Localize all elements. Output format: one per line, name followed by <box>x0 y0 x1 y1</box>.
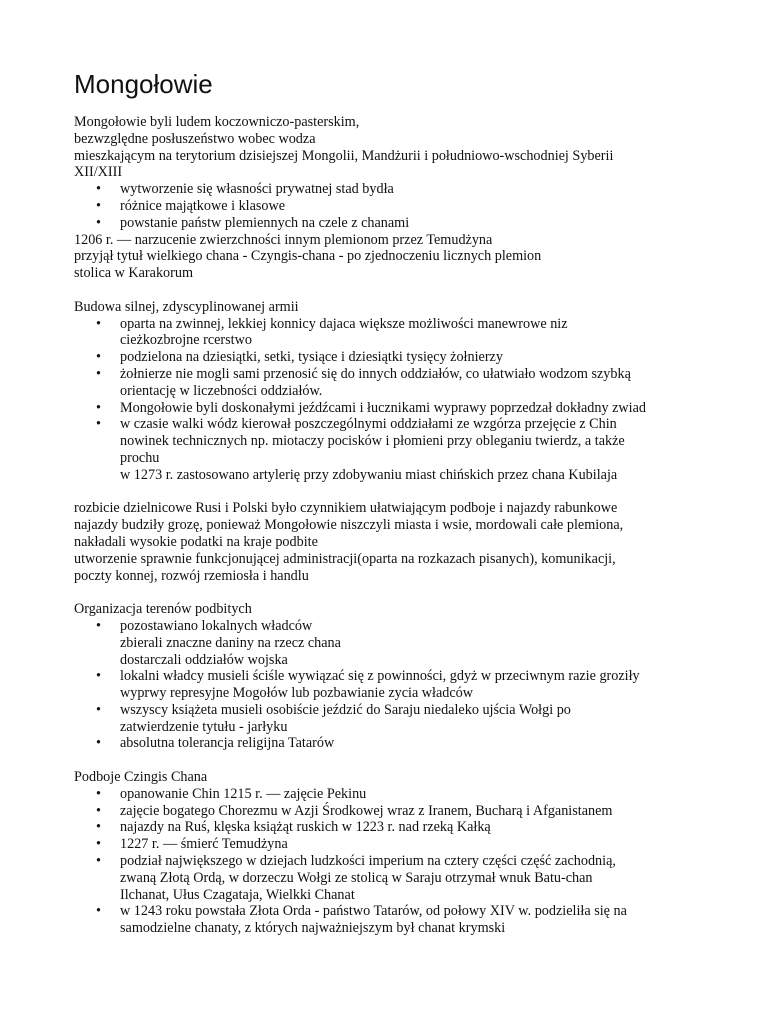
list-item <box>74 366 714 400</box>
list-item <box>74 416 714 483</box>
list-item-text: wytworzenie się własności prywatnej stad bydła <box>120 181 394 198</box>
list-item-text: cieżkozbrojne rcerstwo <box>120 332 252 349</box>
bullet-icon: • <box>96 349 101 366</box>
list-item-text: lokalni władcy musieli ściśle wywiązać się z powinności, gdyż w przeciwnym razie groziły <box>120 668 640 685</box>
text-line: Mongołowie byli ludem koczowniczo-pasterskim, <box>74 114 360 130</box>
list-item <box>74 198 714 215</box>
bullet-icon: • <box>96 785 101 802</box>
list-item-text: dostarczali oddziałów wojska <box>120 651 288 668</box>
text-line: rozbicie dzielnicowe Rusi i Polski było czynnikiem ułatwiającym podboje i najazdy rabunkowe <box>74 500 618 517</box>
organization-section <box>74 601 714 752</box>
intro-bullet-list <box>74 181 714 231</box>
text-line: stolica w Karakorum <box>74 265 193 282</box>
list-item-text: samodzielne chanaty, z których najważniejszym był chanat krymski <box>120 920 506 937</box>
text-line: mieszkającym na terytorium dzisiejszej Mongolii, Mandżurii i południowo-wschodniej Syberii <box>74 147 614 164</box>
conquests-section <box>74 769 714 937</box>
list-item-text: podział największego w dziejach ludzkości imperium na cztery części część zachodnią, <box>120 853 616 870</box>
text-line: najazdy budziły grozę, ponieważ Mongołowie niszczyli miasta i wsie, mordowali całe plemiona, <box>74 517 624 534</box>
bullet-icon: • <box>96 315 101 332</box>
effects-section <box>74 500 714 584</box>
list-item-text: w 1273 r. zastosowano artylerię przy zdobywaniu miast chińskich przez chana Kubilaja <box>120 466 618 483</box>
bullet-icon: • <box>96 802 101 819</box>
list-item <box>74 618 714 668</box>
list-item-text: zbierali znaczne daniny na rzecz chana <box>120 634 341 651</box>
list-item <box>74 853 714 903</box>
paragraph-gap <box>74 484 714 501</box>
list-item-text: wyprwy represyjne Mogołów lub pozbawianie zycia władców <box>120 685 474 702</box>
list-item <box>74 836 714 853</box>
list-item-text: prochu <box>120 449 160 466</box>
paragraph-gap <box>74 282 714 299</box>
text-line: poczty konnej, rozwój rzemiosła i handlu <box>74 567 309 584</box>
list-item-text: orientację w liczebności oddziałów. <box>120 382 323 399</box>
list-item <box>74 181 714 198</box>
list-item-text: różnice majątkowe i klasowe <box>120 197 286 214</box>
intro-section <box>74 114 714 282</box>
bullet-icon: • <box>96 668 101 685</box>
list-item-text: w 1243 roku powstała Złota Orda - państwo Tatarów, od połowy XIV w. podzieliła się na <box>120 903 627 920</box>
list-item <box>74 786 714 803</box>
list-item-text: opanowanie Chin 1215 r. — zajęcie Pekinu <box>120 785 367 802</box>
bullet-icon: • <box>96 701 101 718</box>
bullet-icon: • <box>96 365 101 382</box>
organization-bullet-list <box>74 618 714 752</box>
list-item-text: powstanie państw plemiennych na czele z chanami <box>120 214 410 231</box>
list-item <box>74 903 714 937</box>
section-heading: Budowa silnej, zdyscyplinowanej armii <box>74 298 299 315</box>
bullet-icon: • <box>96 214 101 231</box>
list-item-text: absolutna tolerancja religijna Tatarów <box>120 735 335 752</box>
list-item <box>74 735 714 752</box>
list-item <box>74 215 714 232</box>
list-item-text: w czasie walki wódz kierował poszczególnymi oddziałami ze wzgórza przejęcie z Chin <box>120 416 617 433</box>
text-line: utworzenie sprawnie funkcjonującej administracji(oparta na rozkazach pisanych), komunikacji, <box>74 550 616 567</box>
document-page <box>74 66 714 937</box>
conquests-bullet-list <box>74 786 714 937</box>
list-item-text: zwaną Złotą Ordą, w dorzeczu Wołgi ze stolicą w Saraju otrzymał wnuk Batu-chan <box>120 869 593 886</box>
list-item-text: 1227 r. — śmierć Temudżyna <box>120 836 288 853</box>
list-item <box>74 702 714 736</box>
bullet-icon: • <box>96 416 101 433</box>
bullet-icon: • <box>96 853 101 870</box>
section-heading: Organizacja terenów podbitych <box>74 601 252 618</box>
list-item-text: Ilchanat, Ułus Czagataja, Wielkki Chanat <box>120 886 355 903</box>
section-heading: Podboje Czingis Chana <box>74 769 208 786</box>
army-bullet-list <box>74 316 714 484</box>
list-item-text: zajęcie bogatego Chorezmu w Azji Środkowej wraz z Iranem, Bucharą i Afganistanem <box>120 802 613 819</box>
list-item-text: podzielona na dziesiątki, setki, tysiące i dziesiątki tysięcy żołnierzy <box>120 349 503 366</box>
text-line: bezwzględne posłuszeństwo wobec wodza <box>74 130 316 147</box>
paragraph-gap <box>74 584 714 601</box>
paragraph-gap <box>74 752 714 769</box>
bullet-icon: • <box>96 617 101 634</box>
text-line: przyjął tytuł wielkiego chana - Czyngis-chana - po zjednoczeniu licznych plemion <box>74 248 542 265</box>
list-item-text: wszyscy książeta musieli osobiście jeździć do Saraju niedaleko ujścia Wołgi po <box>120 701 571 718</box>
list-item <box>74 668 714 702</box>
bullet-icon: • <box>96 197 101 214</box>
text-line: nakładali wysokie podatki na kraje podbite <box>74 533 318 550</box>
list-item <box>74 316 714 350</box>
list-item-text: nowinek technicznych np. miotaczy pocisków i płomieni przy obleganiu twierdz, a także <box>120 433 625 450</box>
list-item-text: Mongołowie byli doskonałymi jeźdźcami i łucznikami wyprawy poprzedzał dokładny zwiad <box>120 399 646 416</box>
list-item-text: pozostawiano lokalnych władców <box>120 617 313 634</box>
bullet-icon: • <box>96 903 101 920</box>
page-title: Mongołowie <box>74 69 213 99</box>
list-item-text: żołnierze nie mogli sami przenosić się do innych oddziałów, co ułatwiało wodzom szybką <box>120 365 631 382</box>
list-item <box>74 803 714 820</box>
bullet-icon: • <box>96 836 101 853</box>
bullet-icon: • <box>96 399 101 416</box>
list-item-text: oparta na zwinnej, lekkiej konnicy dajaca większe możliwości manewrowe niz <box>120 315 568 332</box>
bullet-icon: • <box>96 181 101 198</box>
list-item <box>74 349 714 366</box>
text-line: 1206 r. — narzucenie zwierzchności innym plemionom przez Temudżyna <box>74 231 493 248</box>
list-item-text: najazdy na Ruś, klęska książąt ruskich w 1223 r. nad rzeką Kałką <box>120 819 491 836</box>
list-item-text: zatwierdzenie tytułu - jarłyku <box>120 718 288 735</box>
army-section <box>74 299 714 484</box>
bullet-icon: • <box>96 735 101 752</box>
text-line: XII/XIII <box>74 164 123 181</box>
list-item <box>74 400 714 417</box>
list-item <box>74 819 714 836</box>
bullet-icon: • <box>96 819 101 836</box>
